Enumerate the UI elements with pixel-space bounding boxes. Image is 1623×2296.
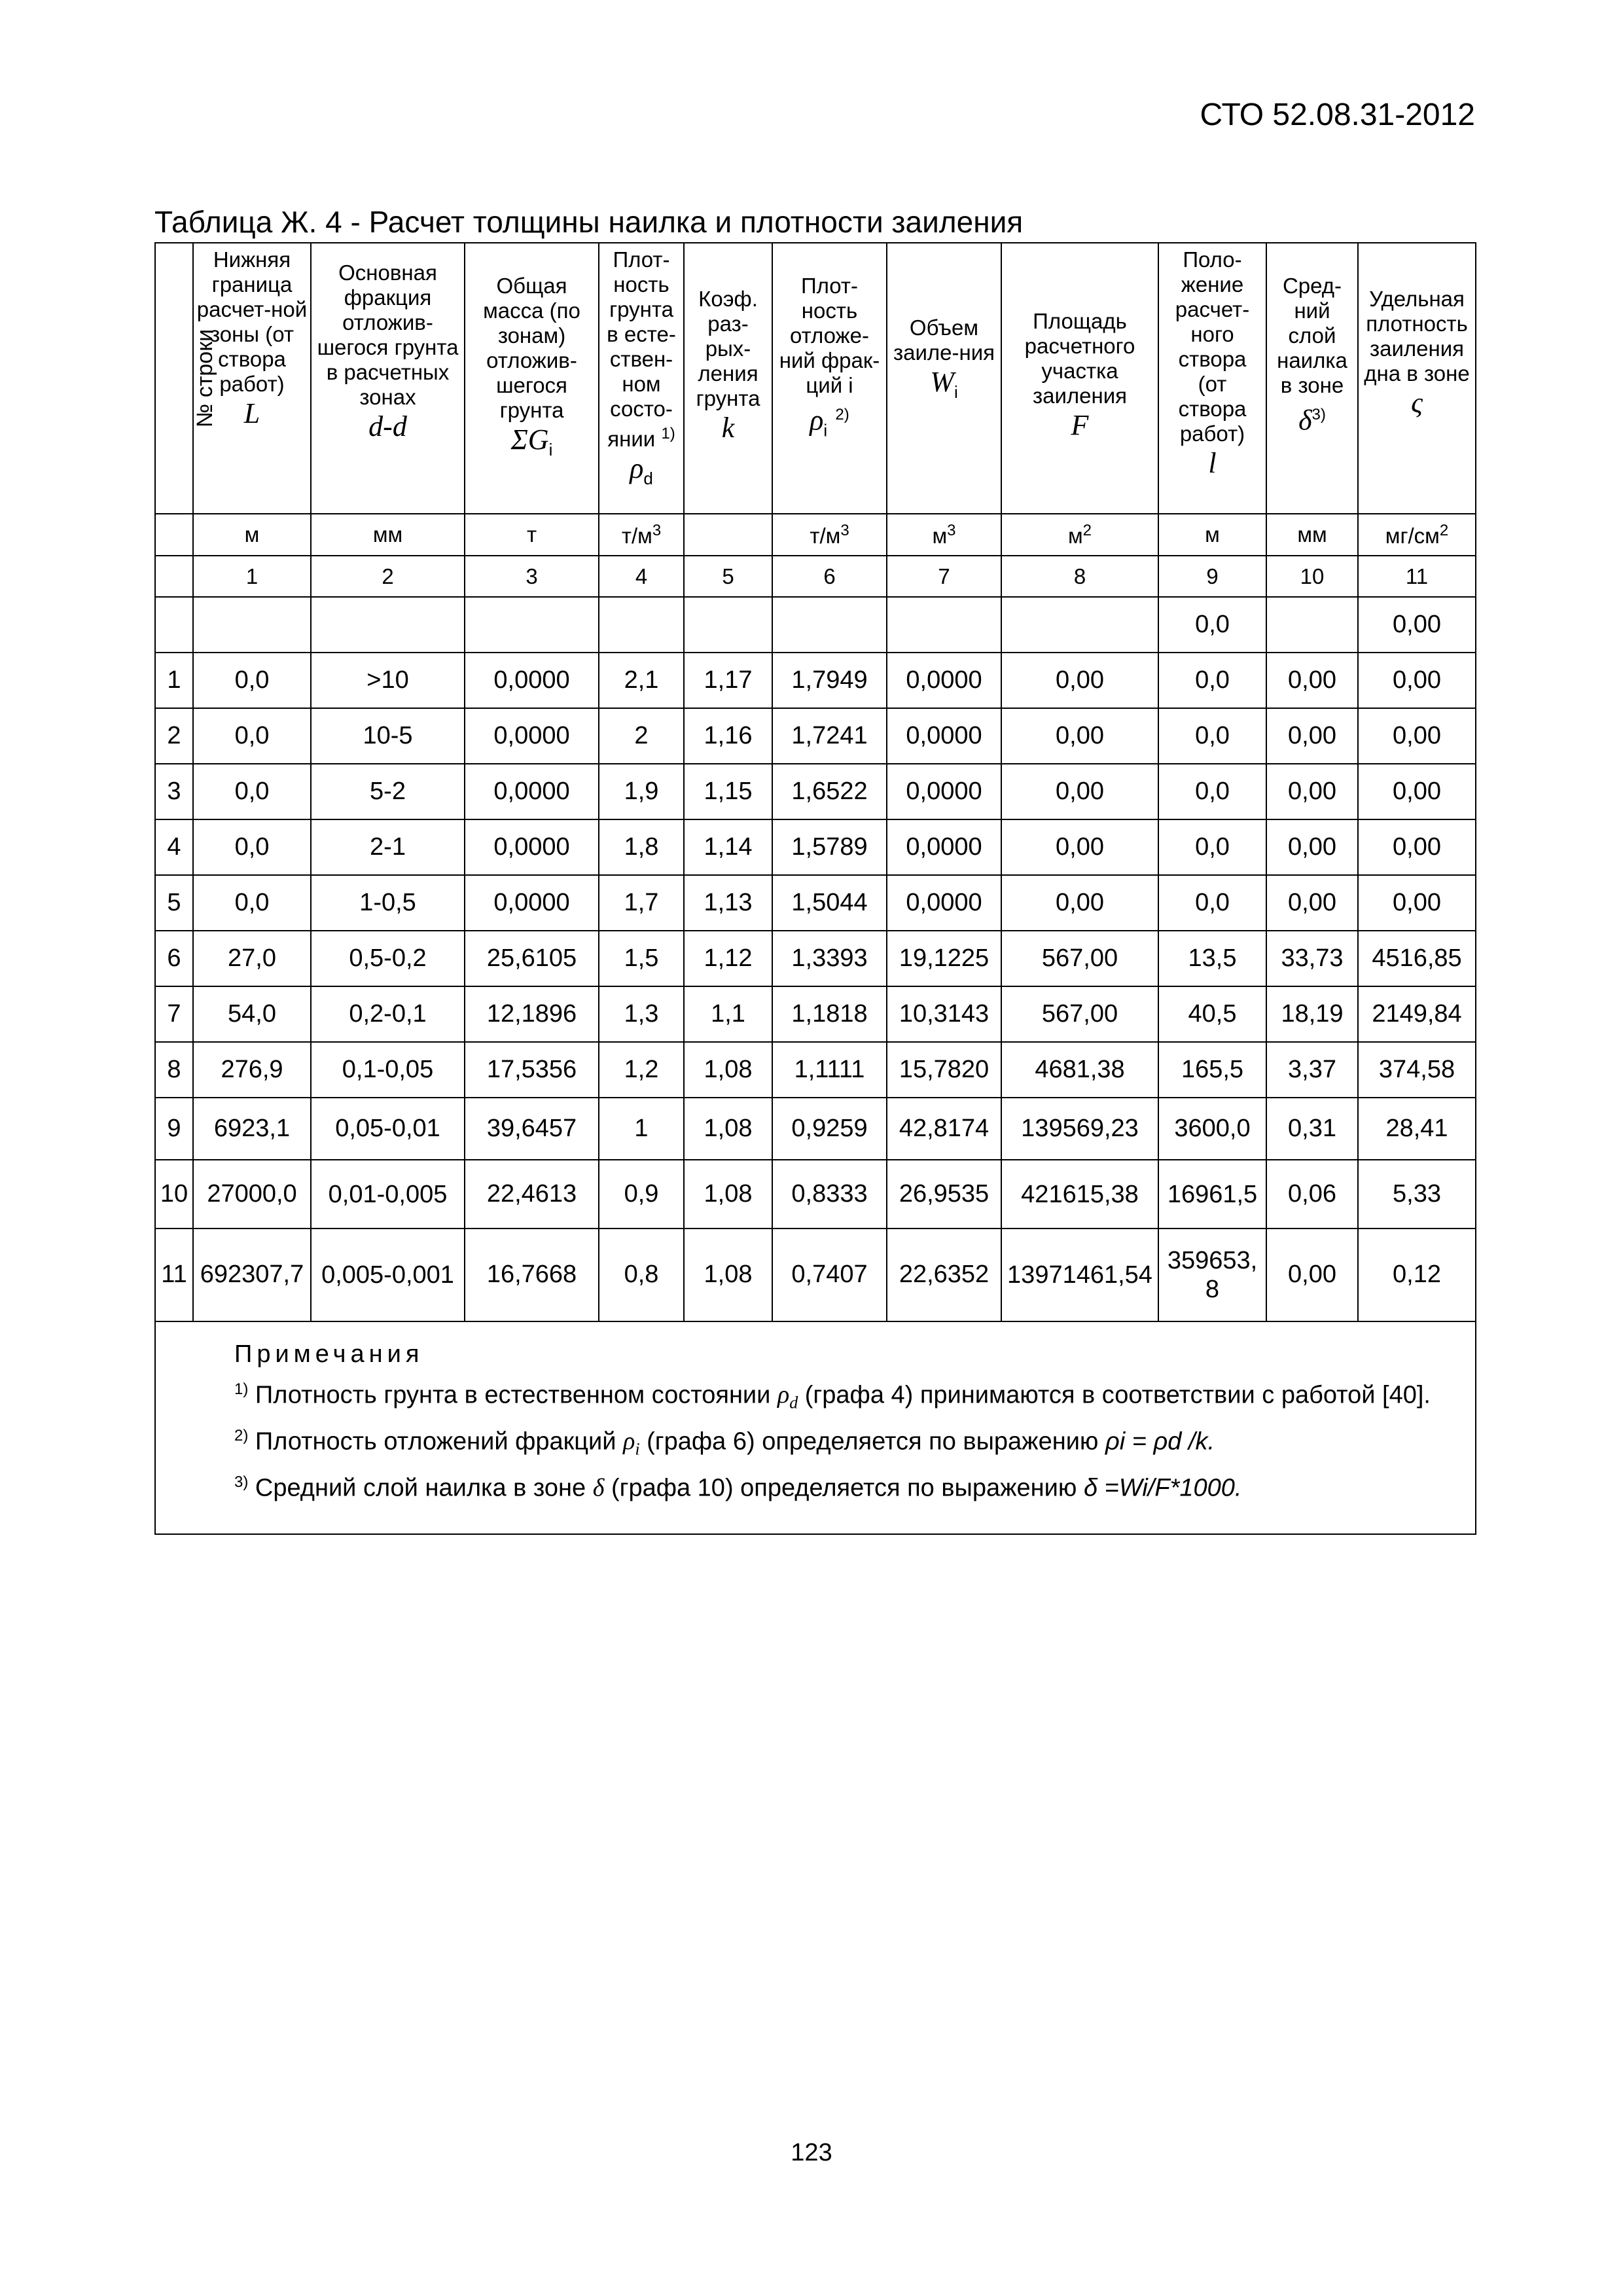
table-cell: 1,7 [599,875,684,931]
table-cell: 0,00 [1266,1229,1358,1321]
initial-cell [155,597,193,653]
header-symbol: k [721,412,735,444]
table-cell: 4681,38 [1001,1042,1158,1098]
table-cell: 1,17 [684,653,772,708]
table-cell: 10,3143 [887,986,1001,1042]
header-section-position [1158,243,1266,514]
table-row [155,1229,1476,1321]
table-cell: 26,9535 [887,1160,1001,1229]
table-cell: 0,00 [1358,819,1476,875]
table-cell: 139569,23 [1001,1098,1158,1160]
table-cell: 0,00 [1001,653,1158,708]
header-symbol: ς [1411,387,1423,419]
table-cell: 0,0 [1158,819,1266,875]
unit-cell: м [193,514,311,555]
column-number-cell: 5 [684,556,772,597]
initial-cell [887,597,1001,653]
page-number: 123 [791,2139,832,2166]
header-label: Нижняя граница расчет-ной зоны (от створа работ) [196,247,308,396]
formula: ρi = ρd /k. [1105,1427,1215,1456]
table-cell: 1 [155,653,193,708]
table-cell: 0,05-0,01 [311,1098,465,1160]
initial-row [155,597,1476,653]
table-cell: 17,5356 [465,1042,599,1098]
header-symbol: $\delta^{3)}$ [1298,404,1326,437]
table-cell: 1,1818 [772,986,887,1042]
table-cell: 1,08 [684,1160,772,1229]
table-cell: 4516,85 [1358,931,1476,986]
table-cell: 0,0000 [887,653,1001,708]
table-cell: 12,1896 [465,986,599,1042]
table-cell: 1,8 [599,819,684,875]
column-number-cell: 3 [465,556,599,597]
table-row [155,1160,1476,1229]
notes-heading: Примечания [234,1340,424,1368]
table-cell: 5-2 [311,764,465,819]
table-row [155,708,1476,764]
calculation-table [154,242,1476,1535]
column-number-cell: 11 [1358,556,1476,597]
table-cell: 276,9 [193,1042,311,1098]
table-cell: 25,6105 [465,931,599,986]
table-cell: 165,5 [1158,1042,1266,1098]
table-cell: 359653,8 [1158,1229,1266,1321]
table-cell: 0,8 [599,1229,684,1321]
table-cell: 0,0000 [887,819,1001,875]
table-cell: 0,00 [1358,875,1476,931]
unit-cell: $м^3$ [887,514,1001,555]
table-cell: 1,5 [599,931,684,986]
initial-cell [193,597,311,653]
initial-cell [1001,597,1158,653]
header-deposit-density [772,243,887,514]
table-cell: 0,0000 [465,708,599,764]
table-row [155,653,1476,708]
table-cell: >10 [311,653,465,708]
table-cell: 0,0 [1158,708,1266,764]
table-cell: 18,19 [1266,986,1358,1042]
table-cell: 22,6352 [887,1229,1001,1321]
table-row [155,875,1476,931]
header-symbol: F [1071,409,1089,441]
table-cell: 3600,0 [1158,1098,1266,1160]
initial-cell [599,597,684,653]
table-title: Таблица Ж. 4 - Расчет толщины наилка и плотности заиления [154,205,1024,239]
unit-cell: м [1158,514,1266,555]
table-cell: 8 [155,1042,193,1098]
table-cell: 9 [155,1098,193,1160]
notes-row [155,1321,1476,1534]
table-cell: 33,73 [1266,931,1358,986]
table-cell: 1,08 [684,1098,772,1160]
table-cell: 6923,1 [193,1098,311,1160]
table-cell: 2 [155,708,193,764]
table-cell: 0,00 [1358,708,1476,764]
table-cell: 1,08 [684,1229,772,1321]
table-cell: 1,1 [684,986,772,1042]
table-cell: 0,12 [1358,1229,1476,1321]
header-area [1001,243,1158,514]
table-cell: 1,5789 [772,819,887,875]
table-cell: 0,9 [599,1160,684,1229]
table-cell: 16961,5 [1158,1160,1266,1229]
unit-cell: $мг/см^2$ [1358,514,1476,555]
data-rows [155,653,1476,1321]
table-cell: 1,6522 [772,764,887,819]
column-number-cell: 9 [1158,556,1266,597]
table-cell: 11 [155,1229,193,1321]
table-cell: 28,41 [1358,1098,1476,1160]
table-cell: 1-0,5 [311,875,465,931]
table-cell: 0,31 [1266,1098,1358,1160]
header-symbol: $\Sigma G_i$ [510,423,553,459]
header-label: Площадь расчетного участка заиления [1024,309,1135,408]
table-cell: 0,0000 [465,764,599,819]
unit-cell: мм [1266,514,1358,555]
table-row [155,819,1476,875]
table-cell: 0,00 [1266,708,1358,764]
table-cell: 0,8333 [772,1160,887,1229]
header-symbol: L [243,397,260,429]
table-cell: 0,1-0,05 [311,1042,465,1098]
header-label: Плот-ность отложе-ний фрак-ций i [779,274,880,397]
delta-symbol: δ [592,1474,605,1502]
table-cell: 0,00 [1266,819,1358,875]
units-row [155,514,1476,555]
table-cell: 13971461,54 [1001,1229,1158,1321]
header-label: Поло-жение расчет-ного створа (от створа работ) [1175,247,1250,446]
header-label: № строки [192,329,218,428]
header-symbol: $\rho_d$ [630,452,653,488]
column-number-cell: 1 [193,556,311,597]
unit-cell: $т/м^3$ [772,514,887,555]
table-cell: 10-5 [311,708,465,764]
unit-cell: $м^2$ [1001,514,1158,555]
table-cell: 1,14 [684,819,772,875]
unit-cell [684,514,772,555]
table-cell: 2149,84 [1358,986,1476,1042]
table-cell: 0,06 [1266,1160,1358,1229]
table-cell: 1,08 [684,1042,772,1098]
table-cell: 0,7407 [772,1229,887,1321]
table-cell: 0,0 [193,875,311,931]
table-cell: 42,8174 [887,1098,1001,1160]
table-cell: 0,0000 [465,819,599,875]
table-cell: 0,0000 [465,875,599,931]
table-cell: 0,0000 [887,875,1001,931]
rho-symbol: $\rho_i$ [623,1427,640,1460]
table-cell: 5,33 [1358,1160,1476,1229]
footnote-mark: 1) [661,425,675,442]
table-cell: 1,13 [684,875,772,931]
column-number-cell: 8 [1001,556,1158,597]
table-cell: 16,7668 [465,1229,599,1321]
unit-cell: $т/м^3$ [599,514,684,555]
header-total-mass [465,243,599,514]
column-number-cell: 7 [887,556,1001,597]
table-cell: 0,0000 [465,653,599,708]
unit-cell: мм [311,514,465,555]
header-siltation-volume [887,243,1001,514]
table-cell: 40,5 [1158,986,1266,1042]
table-cell: 54,0 [193,986,311,1042]
table-cell: 0,00 [1358,764,1476,819]
note-1: $^{1)}$ Плотность грунта в естественном состоянии $\rho_d$ (графа 4) принимаются в соответствии с работой [40]. [234,1380,1431,1412]
notes-cell [155,1321,1476,1534]
initial-cell: 0,0 [1158,597,1266,653]
header-label: Коэф. раз-рых-ления грунта [696,287,760,410]
table-cell: 2-1 [311,819,465,875]
table-cell: 0,00 [1001,875,1158,931]
table-cell: 1,2 [599,1042,684,1098]
note-2: $^{2)}$ Плотность отложений фракций $\rho_i$ (графа 6) определяется по выражению ρi = ρd /k. [234,1426,1215,1460]
table-row [155,1042,1476,1098]
table-cell: 1,16 [684,708,772,764]
table-cell: 0,01-0,005 [311,1160,465,1229]
header-label: Основная фракция отложив-шегося грунта в расчетных зонах [317,260,459,409]
table-cell: 374,58 [1358,1042,1476,1098]
table-cell: 567,00 [1001,986,1158,1042]
table-cell: 5 [155,875,193,931]
table-cell: 0,00 [1001,819,1158,875]
table-cell: 0,0000 [887,764,1001,819]
table-cell: 1,15 [684,764,772,819]
column-number-cell: 6 [772,556,887,597]
note-3: $^{3)}$ Средний слой наилка в зоне δ (графа 10) определяется по выражению δ =Wi/F*1000. [234,1473,1242,1502]
unit-cell [155,514,193,555]
table-cell: 19,1225 [887,931,1001,986]
table-cell: 0,005-0,001 [311,1229,465,1321]
table-cell: 421615,38 [1001,1160,1158,1229]
table-cell: 0,0000 [887,708,1001,764]
header-symbol: $W_i$ [930,366,958,402]
table-cell: 3,37 [1266,1042,1358,1098]
initial-cell [311,597,465,653]
table-cell: 0,00 [1266,875,1358,931]
table-cell: 0,0 [193,819,311,875]
column-number-cell [155,556,193,597]
table-cell: 22,4613 [465,1160,599,1229]
initial-cell [465,597,599,653]
formula: δ =Wi/F*1000. [1083,1474,1242,1502]
table-cell: 567,00 [1001,931,1158,986]
column-number-row [155,556,1476,597]
header-label: Сред-ний слой наилка в зоне [1277,274,1347,397]
initial-cell [684,597,772,653]
table-cell: 1,7949 [772,653,887,708]
header-specific-density [1358,243,1476,514]
table-cell: 27000,0 [193,1160,311,1229]
table-cell: 1,1111 [772,1042,887,1098]
rho-symbol: $\rho_d$ [777,1381,798,1412]
table-cell: 0,2-0,1 [311,986,465,1042]
header-label: Удельная плотность заиления дна в зоне [1364,287,1470,386]
table-row [155,986,1476,1042]
table-cell: 0,00 [1266,653,1358,708]
column-number-cell: 10 [1266,556,1358,597]
document-code: СТО 52.08.31-2012 [1200,98,1475,132]
table-cell: 2,1 [599,653,684,708]
initial-cell [772,597,887,653]
header-avg-layer [1266,243,1358,514]
footnote-mark: 3) [1311,406,1326,423]
header-row-number [155,243,218,514]
table-cell: 0,0 [193,653,311,708]
header-symbol: l [1208,447,1217,479]
table-cell: 0,5-0,2 [311,931,465,986]
table-cell: 1,9 [599,764,684,819]
table-row [155,931,1476,986]
table-row [155,764,1476,819]
table-cell: 0,00 [1358,653,1476,708]
table-row [155,1098,1476,1160]
table-cell: 0,00 [1001,708,1158,764]
table-cell: 0,9259 [772,1098,887,1160]
table-cell: 39,6457 [465,1098,599,1160]
header-label: Плот-ность грунта в есте-ствен-ном состо-янии [607,247,676,451]
table-cell: 1,3 [599,986,684,1042]
table-cell: 0,0 [1158,764,1266,819]
header-label: Объем заиле-ния [893,315,995,365]
table-cell: 692307,7 [193,1229,311,1321]
header-natural-density [599,243,684,514]
table-cell: 0,0 [1158,875,1266,931]
table-cell: 0,00 [1266,764,1358,819]
table-cell: 1,7241 [772,708,887,764]
header-loosening-coef [684,243,772,514]
header-label: Общая масса (по зонам) отложив-шегося грунта [483,274,580,422]
table-cell: 27,0 [193,931,311,986]
footnote-mark: 2) [835,406,849,423]
table-cell: 0,00 [1001,764,1158,819]
table-cell: 10 [155,1160,193,1229]
table-cell: 7 [155,986,193,1042]
header-symbol: d-d [368,410,407,442]
column-number-cell: 2 [311,556,465,597]
initial-cell: 0,00 [1358,597,1476,653]
unit-cell: т [465,514,599,555]
header-fraction [311,243,465,514]
initial-cell [1266,597,1358,653]
table-cell: 0,0 [1158,653,1266,708]
table-cell: 6 [155,931,193,986]
column-number-cell: 4 [599,556,684,597]
table-cell: 13,5 [1158,931,1266,986]
table-cell: 0,0 [193,708,311,764]
table-cell: 2 [599,708,684,764]
table-cell: 1,3393 [772,931,887,986]
table-cell: 0,0 [193,764,311,819]
table-cell: 1,5044 [772,875,887,931]
header-symbol: $\rho_i$ $^{2)}$ [810,404,849,440]
table-cell: 4 [155,819,193,875]
table-cell: 15,7820 [887,1042,1001,1098]
table-cell: 3 [155,764,193,819]
table-cell: 1,12 [684,931,772,986]
header-row [155,243,1476,514]
table-cell: 1 [599,1098,684,1160]
